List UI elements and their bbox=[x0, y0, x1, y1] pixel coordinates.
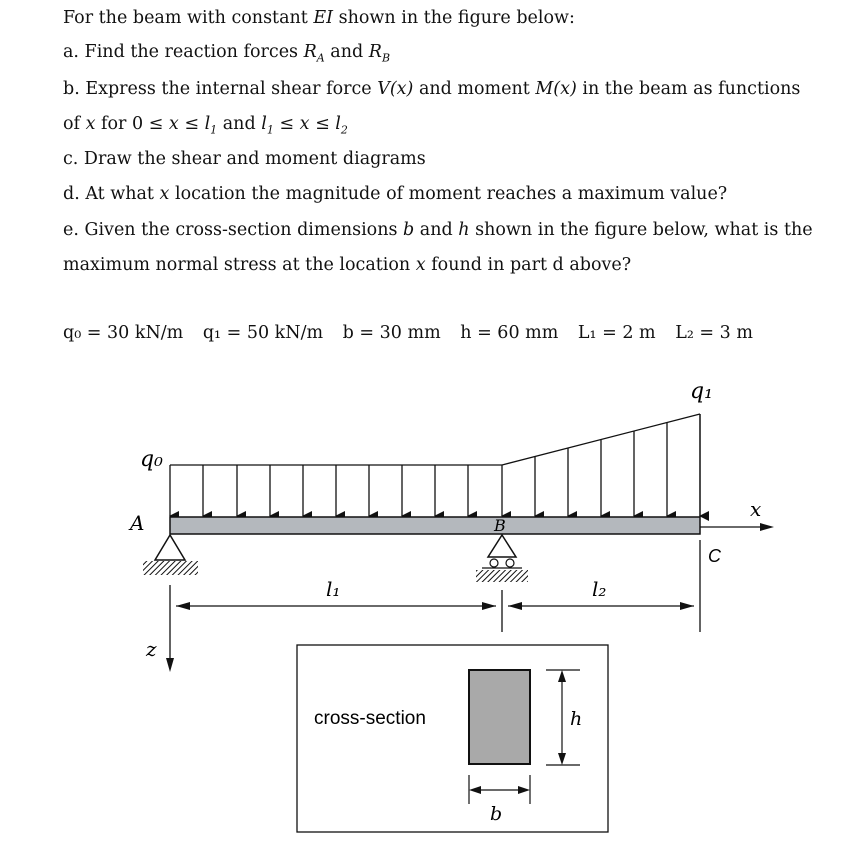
intro-line: For the beam with constant EI shown in the figure below: bbox=[63, 8, 575, 28]
param-q0: q₀ = 30 kN/m bbox=[63, 323, 184, 343]
label-z-axis: z bbox=[146, 637, 157, 661]
part-e-line-1: e. Given the cross-section dimensions b and h shown in the figure below, what is the bbox=[63, 220, 813, 240]
param-q1: q₁ = 50 kN/m bbox=[202, 323, 324, 343]
label-x-axis: x bbox=[750, 497, 762, 521]
dimension-lines bbox=[176, 590, 694, 632]
part-b-line-1: b. Express the internal shear force V(x) and moment M(x) in the beam as functions bbox=[63, 79, 801, 99]
cross-section-rect bbox=[469, 670, 530, 764]
label-q1: q₁ bbox=[690, 379, 713, 404]
part-b-line-2: of x for $0 \le x \le l_1$ and $l_1 \le x \le l_2$ bbox=[63, 114, 348, 137]
label-a: A bbox=[130, 511, 145, 535]
part-c-line: c. Draw the shear and moment diagrams bbox=[63, 149, 426, 169]
param-L1: L₁ = 2 m bbox=[577, 323, 656, 343]
param-b: b = 30 mm bbox=[342, 323, 441, 343]
label-h: h bbox=[570, 708, 583, 730]
label-q0: q₀ bbox=[140, 447, 163, 472]
z-axis-arrow bbox=[166, 585, 174, 672]
param-L2: L₂ = 3 m bbox=[675, 323, 753, 343]
label-c: C bbox=[708, 546, 721, 566]
label-b-dim: b bbox=[490, 803, 503, 825]
pin-support-a bbox=[143, 535, 198, 575]
roller-support-b bbox=[476, 535, 528, 582]
cross-section-title: cross-section bbox=[314, 708, 426, 729]
label-l1: l₁ bbox=[326, 577, 341, 601]
cross-section-box bbox=[297, 645, 608, 832]
part-e-line-2: maximum normal stress at the location x found in part d above? bbox=[63, 255, 632, 275]
part-a-line: a. Find the reaction forces $R_A$ and $R_B$ bbox=[63, 42, 391, 65]
x-axis-arrow bbox=[700, 523, 774, 531]
param-h: h = 60 mm bbox=[460, 323, 559, 343]
label-b-point: B bbox=[494, 516, 506, 535]
part-d-line: d. At what x location the magnitude of moment reaches a maximum value? bbox=[63, 184, 728, 204]
beam bbox=[170, 517, 700, 534]
label-l2: l₂ bbox=[592, 577, 607, 601]
